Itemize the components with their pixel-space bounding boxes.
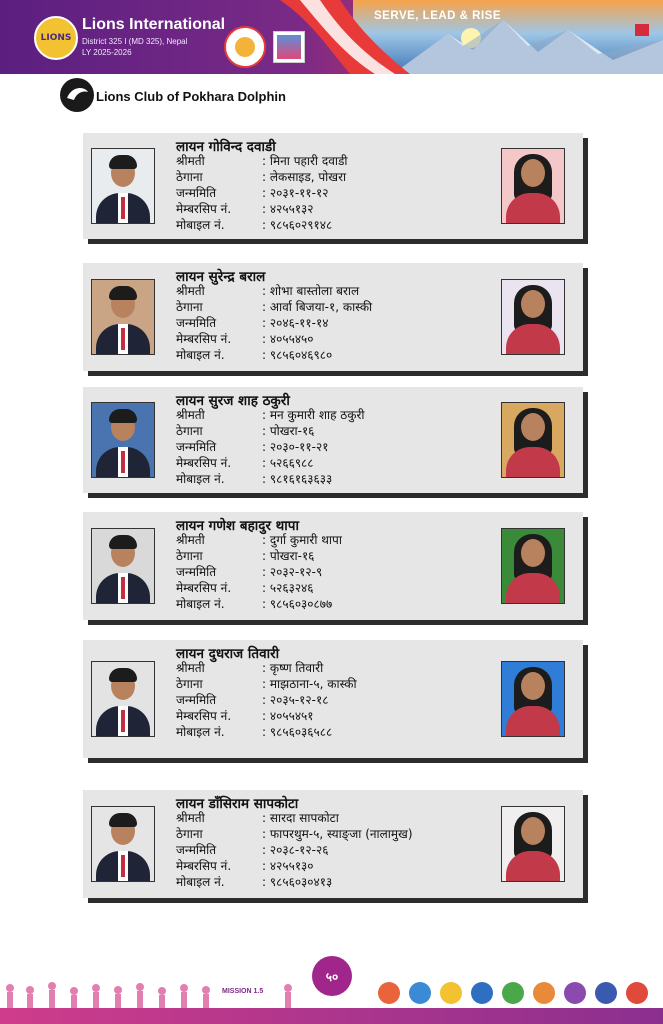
address-value: : आर्वा बिजया-१, कास्की [262, 300, 373, 314]
address-value: : पोखरा-१६ [262, 549, 315, 563]
dob-value: : २०३०-११-२१ [262, 440, 329, 454]
address-value: : फापरथुम-५, स्याङ्जा (नालामुख) [262, 827, 413, 841]
member-card [83, 640, 583, 758]
spouse-value: : कृष्ण तिवारी [262, 661, 324, 675]
mobile-label: मोबाइल नं. [176, 472, 225, 486]
header-banner [0, 0, 663, 74]
membership-value: : ४२५५१३० [262, 859, 314, 873]
membership-label: मेम्बरसिप नं. [176, 859, 232, 873]
club-logo-icon [60, 78, 94, 112]
spouse-label: श्रीमती [176, 154, 205, 168]
dob-value: : २०३५-१२-१८ [262, 693, 329, 707]
spouse-value: : मिना पहारी दवाडी [262, 154, 348, 168]
member-card [83, 387, 583, 493]
membership-label: मेम्बरसिप नं. [176, 709, 232, 723]
member-card [83, 263, 583, 371]
membership-label: मेम्बरसिप नं. [176, 456, 232, 470]
footer-band [0, 1008, 663, 1024]
spouse-value: : दुर्गा कुमारी थापा [262, 533, 342, 547]
address-label: ठेगाना [176, 677, 203, 691]
mobile-value: : ९८५६०३६५८८ [262, 725, 333, 739]
humanitarian-icon [471, 982, 493, 1004]
member-photo [91, 661, 155, 737]
district-label: District 325 I (MD 325), Nepal [82, 37, 188, 46]
district-badge-icon [224, 26, 266, 68]
member-name: लायन सुरज शाह ठकुरी [176, 393, 290, 409]
membership-value: : ४०५५४५१ [262, 709, 314, 723]
org-title: Lions International [82, 16, 226, 33]
vision-icon [564, 982, 586, 1004]
mobile-label: मोबाइल नं. [176, 597, 225, 611]
mobile-label: मोबाइल नं. [176, 218, 225, 232]
address-label: ठेगाना [176, 549, 203, 563]
spouse-label: श्रीमती [176, 533, 205, 547]
dob-label: जन्ममिति [176, 843, 217, 857]
dob-label: जन्ममिति [176, 565, 217, 579]
dob-label: जन्ममिति [176, 186, 217, 200]
dob-label: जन्ममिति [176, 316, 217, 330]
member-name: लायन सुरेन्द्र बराल [176, 269, 266, 285]
mobile-value: : ९८५६०३०४१३ [262, 875, 333, 889]
address-value: : पोखरा-१६ [262, 424, 315, 438]
diabetes-icon [409, 982, 431, 1004]
mobile-label: मोबाइल नं. [176, 875, 225, 889]
dob-value: : २०३२-१२-९ [262, 565, 323, 579]
dob-value: : २०४६-११-१४ [262, 316, 329, 330]
spouse-value: : मन कुमारी शाह ठकुरी [262, 408, 365, 422]
dob-label: जन्ममिति [176, 693, 217, 707]
mission-label: MISSION 1.5 [222, 988, 264, 995]
member-card [83, 133, 583, 239]
member-card [83, 790, 583, 898]
address-value: : माझठाना-५, कास्की [262, 677, 357, 691]
mobile-label: मोबाइल नं. [176, 348, 225, 362]
member-name: लायन गणेश बहादुर थापा [176, 518, 299, 534]
spouse-label: श्रीमती [176, 811, 205, 825]
mobile-value: : ९८५६०३०८७७ [262, 597, 333, 611]
spouse-photo [501, 528, 565, 604]
spouse-photo [501, 402, 565, 478]
member-photo [91, 402, 155, 478]
membership-value: : ५२६३२४६ [262, 581, 314, 595]
membership-label: मेम्बरसिप नं. [176, 581, 232, 595]
spouse-label: श्रीमती [176, 284, 205, 298]
member-photo [91, 279, 155, 355]
dob-label: जन्ममिति [176, 440, 217, 454]
membership-label: मेम्बरसिप नं. [176, 332, 232, 346]
dob-value: : २०३१-११-१२ [262, 186, 329, 200]
mobile-value: : ९८५६०४६९८० [262, 348, 333, 362]
address-label: ठेगाना [176, 424, 203, 438]
spouse-photo [501, 806, 565, 882]
address-label: ठेगाना [176, 300, 203, 314]
address-label: ठेगाना [176, 827, 203, 841]
spouse-label: श्रीमती [176, 661, 205, 675]
club-name: Lions Club of Pokhara Dolphin [96, 89, 286, 104]
membership-label: मेम्बरसिप नं. [176, 202, 232, 216]
membership-value: : ५२६६९८८ [262, 456, 314, 470]
slogan-text: SERVE, LEAD & RISE [374, 10, 502, 22]
cause-icons-row [378, 982, 658, 1006]
page-number: ५० [312, 956, 352, 996]
address-label: ठेगाना [176, 170, 203, 184]
membership-value: : ४२५५१३२ [262, 202, 314, 216]
member-photo [91, 806, 155, 882]
member-name: लायन गोविन्द दवाडी [176, 139, 276, 155]
spouse-photo [501, 661, 565, 737]
childhood-cancer-icon [378, 982, 400, 1004]
lions-year-label: LY 2025-2026 [82, 48, 132, 57]
hunger-icon [533, 982, 555, 1004]
membership-value: : ४०५५४५० [262, 332, 314, 346]
member-photo [91, 528, 155, 604]
spouse-value: : शोभा बास्तोला बराल [262, 284, 360, 298]
member-photo [91, 148, 155, 224]
mobile-value: : ९८५६०२९१४८ [262, 218, 333, 232]
spouse-photo [501, 148, 565, 224]
mobile-value: : ९८१६१६३६३३ [262, 472, 333, 486]
mobile-label: मोबाइल नं. [176, 725, 225, 739]
member-card [83, 512, 583, 620]
spouse-photo [501, 279, 565, 355]
dob-value: : २०३८-१२-२६ [262, 843, 329, 857]
disaster-relief-icon [626, 982, 648, 1004]
theme-badge-icon [273, 31, 305, 63]
address-value: : लेकसाइड, पोखरा [262, 170, 347, 184]
member-name: लायन डाँसिराम सापकोटा [176, 796, 299, 812]
environment-icon [502, 982, 524, 1004]
ribbon-icon [440, 982, 462, 1004]
youth-icon [595, 982, 617, 1004]
member-name: लायन दुधराज तिवारी [176, 646, 280, 662]
lions-logo: LIONS [34, 16, 78, 60]
spouse-label: श्रीमती [176, 408, 205, 422]
spouse-value: : सारदा सापकोटा [262, 811, 339, 825]
